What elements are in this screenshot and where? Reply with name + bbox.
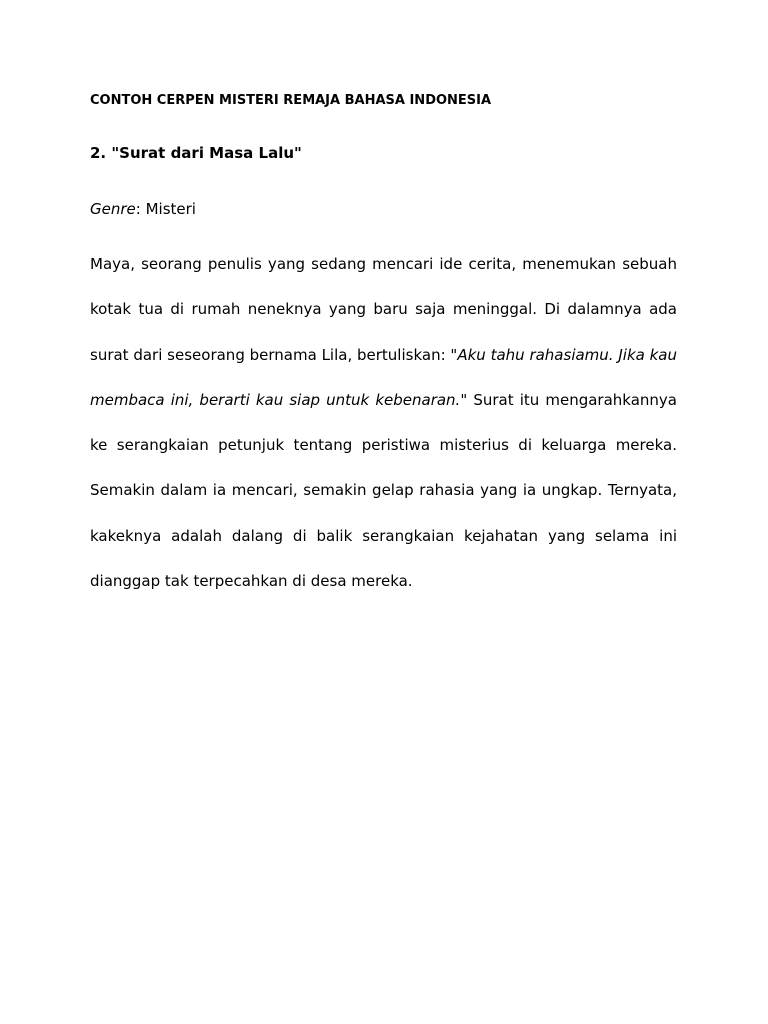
paragraph-text-end: " Surat itu mengarahkannya ke serangkaian petunjuk tentang peristiwa misterius di keluarga mereka. Semakin dalam ia mencari, semakin gelap rahasia yang ia ungkap. Ternyata, kakeknya adalah dalang di balik serangkaian kejahatan yang selama ini dianggap tak terpecahkan di desa mereka. bbox=[90, 390, 677, 591]
genre-line bbox=[90, 199, 196, 219]
paragraph-text-start: Maya, seorang penulis yang sedang mencari ide cerita, menemukan sebuah kotak tua di rumah neneknya yang baru saja meninggal. Di dalamnya ada surat dari seseorang bernama Lila, bertuliskan: " bbox=[90, 255, 677, 364]
document-header: CONTOH CERPEN MISTERI REMAJA BAHASA INDONESIA bbox=[90, 93, 492, 108]
story-title: 2. "Surat dari Masa Lalu" bbox=[90, 144, 302, 162]
genre-separator: : bbox=[135, 200, 146, 218]
genre-value: Misteri bbox=[145, 200, 196, 218]
letter-quote: Aku tahu rahasiamu. Jika kau membaca ini, berarti kau siap untuk kebenaran. bbox=[90, 345, 677, 409]
genre-label: Genre bbox=[90, 200, 136, 218]
story-paragraph bbox=[90, 242, 677, 604]
